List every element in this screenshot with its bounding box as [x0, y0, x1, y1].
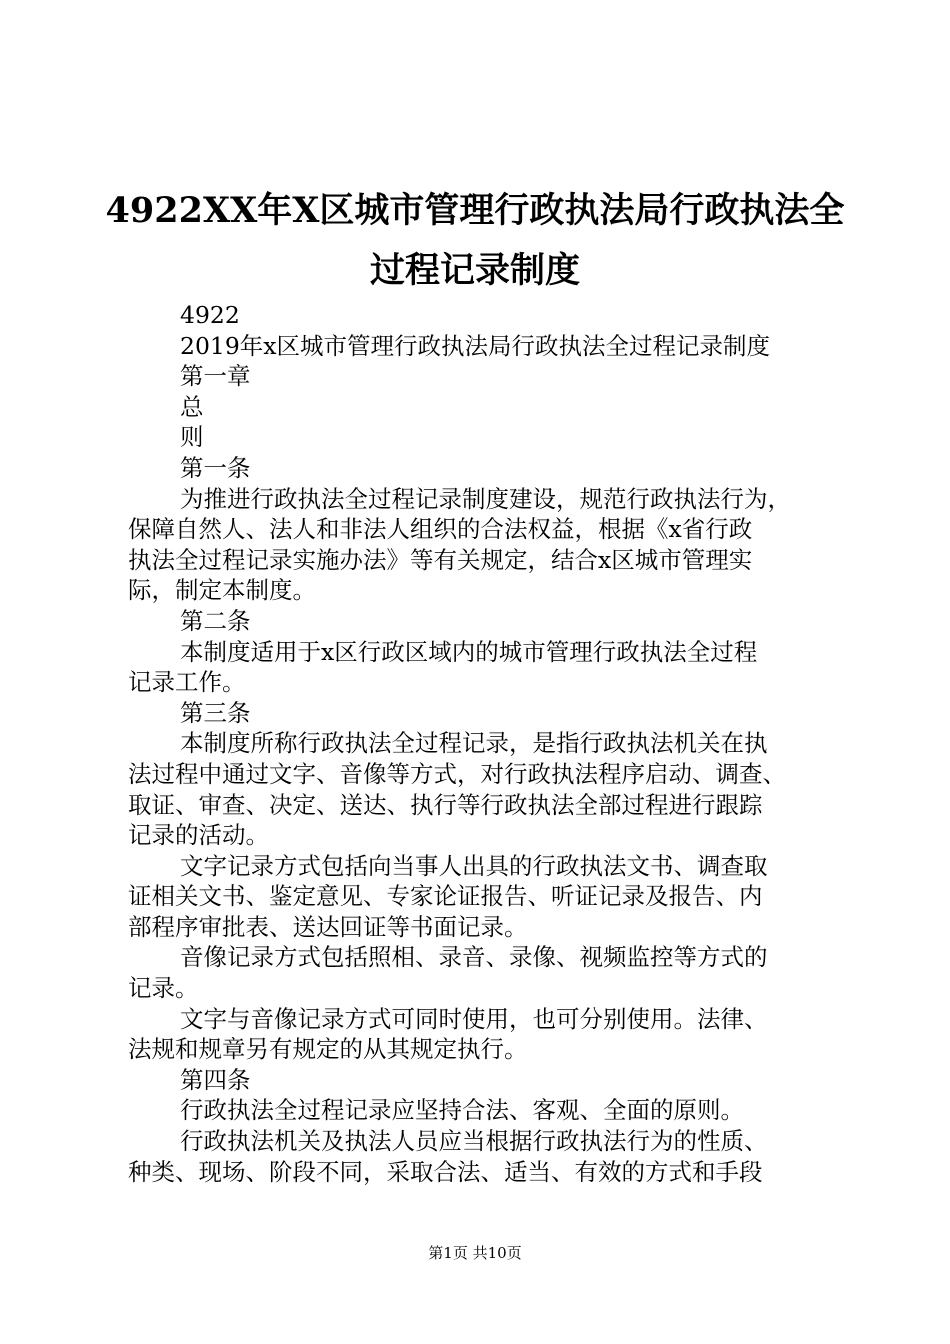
body-line: 为推进行政执法全过程记录制度建设，规范行政执法行为，: [180, 484, 791, 513]
page-footer: 第1页 共10页: [428, 1244, 522, 1262]
body-line: 第一章: [180, 362, 251, 391]
body-line: 记录。: [128, 974, 199, 1003]
body-line: 音像记录方式包括照相、录音、录像、视频监控等方式的: [180, 943, 768, 972]
body-line: 第三条: [180, 698, 251, 727]
body-line: 4922: [180, 301, 240, 329]
body-line: 执法全过程记录实施办法》等有关规定，结合x区城市管理实: [128, 545, 753, 574]
document-body: [128, 300, 838, 1187]
body-line: 文字与音像记录方式可同时使用，也可分别使用。法律、: [180, 1004, 768, 1033]
body-line: 际，制定本制度。: [128, 576, 316, 605]
body-line: 种类、现场、阶段不同，采取合法、适当、有效的方式和手段: [128, 1157, 763, 1186]
body-line: 行政执法全过程记录应坚持合法、客观、全面的原则。: [180, 1096, 744, 1125]
body-line: 记录工作。: [128, 668, 246, 697]
body-line: 文字记录方式包括向当事人出具的行政执法文书、调查取: [180, 851, 768, 880]
body-line: 本制度适用于x区行政区域内的城市管理行政执法全过程: [180, 637, 758, 666]
body-line: 法过程中通过文字、音像等方式，对行政执法程序启动、调查、: [128, 759, 786, 788]
body-line: 取证、审查、决定、送达、执行等行政执法全部过程进行跟踪: [128, 790, 763, 819]
body-line: 第四条: [180, 1065, 251, 1094]
body-line: 本制度所称行政执法全过程记录，是指行政执法机关在执: [180, 729, 768, 758]
body-line: 部程序审批表、送达回证等书面记录。: [128, 912, 528, 941]
body-line: 保障自然人、法人和非法人组织的合法权益，根据《x省行政: [128, 515, 753, 544]
body-line: 第二条: [180, 606, 251, 635]
body-line: 2019年x区城市管理行政执法局行政执法全过程记录制度: [180, 331, 771, 360]
document-title-line-2: 过程记录制度: [369, 250, 580, 291]
body-line: 总: [180, 392, 204, 421]
body-line: 法规和规章另有规定的从其规定执行。: [128, 1035, 528, 1064]
body-line: 行政执法机关及执法人员应当根据行政执法行为的性质、: [180, 1127, 768, 1156]
document-title-line-1: 4922XX年X区城市管理行政执法局行政执法全: [105, 190, 845, 231]
body-line: 记录的活动。: [128, 821, 269, 850]
body-line: 证相关文书、鉴定意见、专家论证报告、听证记录及报告、内: [128, 882, 763, 911]
body-line: 则: [180, 423, 204, 452]
body-line: 第一条: [180, 453, 251, 482]
